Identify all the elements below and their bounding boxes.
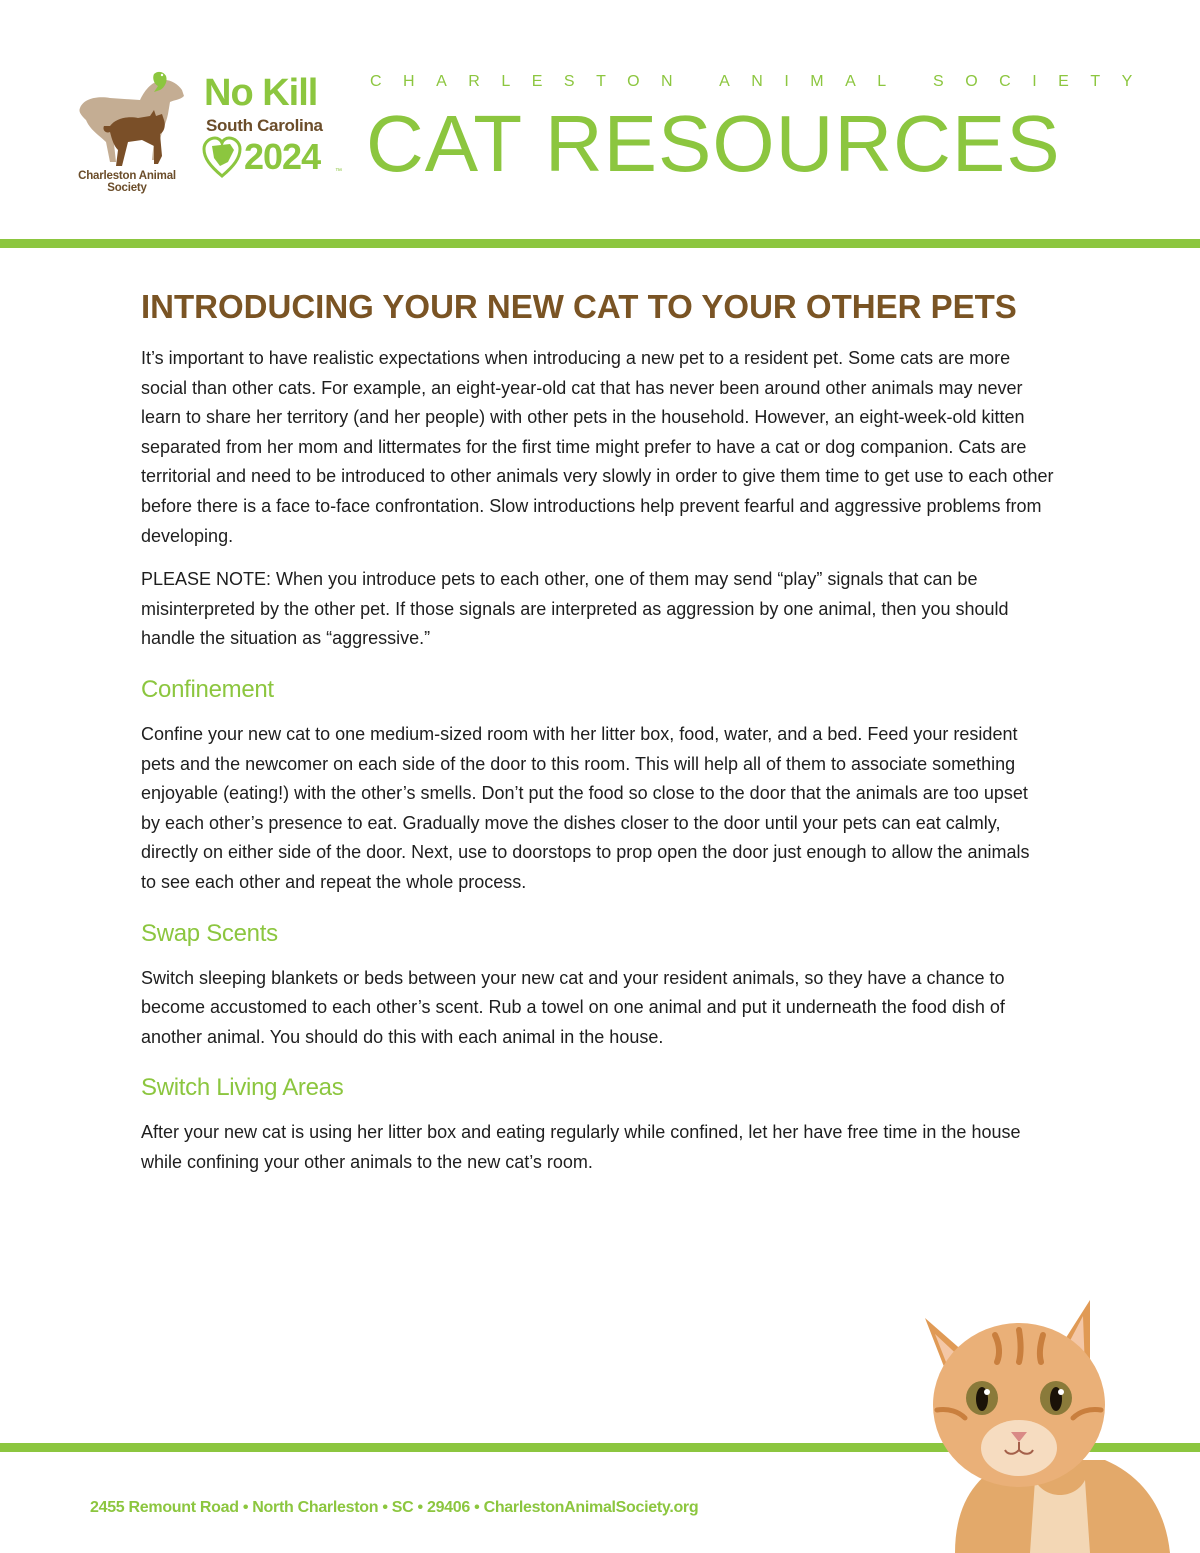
section-heading-switch-living-areas: Switch Living Areas [141, 1074, 344, 1102]
page-header [0, 0, 1200, 240]
section-body-confinement: Confine your new cat to one medium-sized room with her litter box, food, water, and a bed. Feed your resident pets and the newcomer on each side of the door to this room. This will help all of them to associate something enjoyable (eating!) with the other’s smells. Don’t put the food so close to the door that the animals are too upset by each other’s presence to eat. Gradually move the dishes closer to the door until your pets can eat calmly, directly on either side of the door. Next, use to doorstops to prop open the door just enough to allow the animals to see each other and repeat the whole process. [141, 723, 1030, 892]
cas-logo-label: Charleston Animal Society [78, 170, 176, 194]
section-body-swap-scents: Switch sleeping blankets or beds between your new cat and your resident animals, so they have a chance to become accustomed to each other’s scent. Rub a towel on one animal and put it underneath the food dish of another animal. You should do this with each animal in the house. [141, 967, 1005, 1047]
section-heading-confinement: Confinement [141, 675, 274, 703]
heart-state-icon [202, 136, 242, 178]
charleston-animal-society-logo [62, 70, 192, 194]
section-heading-swap-scents: Swap Scents [141, 919, 278, 947]
no-kill-sc-2024-logo [198, 72, 348, 192]
main-content [141, 280, 1071, 1177]
orange-kitten-photo [915, 1300, 1200, 1553]
header-divider [0, 239, 1200, 248]
no-kill-trademark: ™ [335, 168, 342, 175]
page-title: INTRODUCING YOUR NEW CAT TO YOUR OTHER PETS [141, 288, 1017, 325]
document-title: CAT RESOURCES [366, 99, 1061, 188]
no-kill-title: No Kill [204, 72, 318, 114]
organization-name: CHARLESTON ANIMAL SOCIETY [370, 73, 1154, 90]
footer-address: 2455 Remount Road • North Charleston • SC • 29406 • CharlestonAnimalSociety.org [90, 1499, 699, 1516]
no-kill-subtitle: South Carolina [206, 116, 323, 135]
dog-cat-bird-logo-icon [70, 70, 185, 168]
section-body-switch-living-areas: After your new cat is using her litter box and eating regularly while confined, let her have free time in the house while confining your other animals to the new cat’s room. [141, 1122, 1021, 1172]
note-paragraph: PLEASE NOTE: When you introduce pets to each other, one of them may send “play” signals that can be misinterpreted by the other pet. If those signals are interpreted as aggression by one animal, then you should handle the situation as “aggressive.” [141, 569, 1009, 649]
no-kill-year: 2024 [244, 136, 321, 177]
intro-paragraph: It’s important to have realistic expectations when introducing a new pet to a resident pet. Some cats are more social than other cats. For example, an eight-year-old cat that has never been around other animals may never learn to share her territory (and her people) with other pets in the household. However, an eight-week-old kitten separated from her mom and littermates for the first time might prefer to have a cat or dog companion. Cats are territorial and need to be introduced to other animals very slowly in order to give them time to get use to each other before there is a face to-face confrontation. Slow introductions help prevent fearful and aggressive problems from developing. [141, 348, 1054, 546]
